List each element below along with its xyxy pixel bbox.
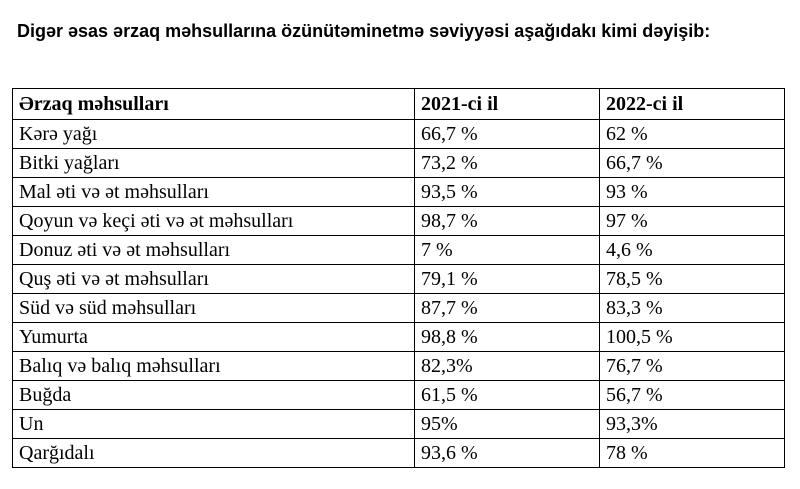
- cell-product: Quş əti və ət məhsulları: [13, 265, 415, 294]
- cell-2022-value: 56,7 %: [600, 381, 785, 410]
- table-row: [13, 439, 785, 468]
- cell-product: Qarğıdalı: [13, 439, 415, 468]
- cell-2022-value: 93 %: [600, 178, 785, 207]
- cell-product: Bitki yağları: [13, 149, 415, 178]
- cell-2021-value: 73,2 %: [415, 149, 600, 178]
- header-cell-product: Ərzaq məhsulları: [13, 89, 415, 120]
- cell-product: Kərə yağı: [13, 120, 415, 149]
- cell-product: Donuz əti və ət məhsulları: [13, 236, 415, 265]
- table-row: [13, 120, 785, 149]
- cell-2022-value: 78 %: [600, 439, 785, 468]
- cell-2021-value: 7 %: [415, 236, 600, 265]
- cell-2021-value: 82,3%: [415, 352, 600, 381]
- document-heading: Digər əsas ərzaq məhsullarına özünütəminetmə səviyyəsi aşağıdakı kimi dəyişib:: [17, 21, 711, 41]
- cell-product: Un: [13, 410, 415, 439]
- table-row: [13, 149, 785, 178]
- cell-product: Qoyun və keçi əti və ət məhsulları: [13, 207, 415, 236]
- table-row: [13, 381, 785, 410]
- cell-2021-value: 79,1 %: [415, 265, 600, 294]
- cell-2021-value: 93,6 %: [415, 439, 600, 468]
- cell-2022-value: 62 %: [600, 120, 785, 149]
- table-row: [13, 410, 785, 439]
- cell-2021-value: 98,8 %: [415, 323, 600, 352]
- table-row: [13, 236, 785, 265]
- cell-product: Buğda: [13, 381, 415, 410]
- table-row: [13, 352, 785, 381]
- cell-2022-value: 97 %: [600, 207, 785, 236]
- cell-product: Süd və süd məhsulları: [13, 294, 415, 323]
- cell-2021-value: 95%: [415, 410, 600, 439]
- cell-2021-value: 87,7 %: [415, 294, 600, 323]
- cell-2022-value: 78,5 %: [600, 265, 785, 294]
- cell-2022-value: 4,6 %: [600, 236, 785, 265]
- cell-2022-value: 66,7 %: [600, 149, 785, 178]
- table-row: [13, 178, 785, 207]
- cell-2022-value: 93,3%: [600, 410, 785, 439]
- table-row: [13, 323, 785, 352]
- food-self-sufficiency-table: [12, 88, 785, 468]
- table-header-row: [13, 89, 785, 120]
- cell-2022-value: 100,5 %: [600, 323, 785, 352]
- cell-product: Mal əti və ət məhsulları: [13, 178, 415, 207]
- table-row: [13, 265, 785, 294]
- table-row: [13, 207, 785, 236]
- cell-product: Balıq və balıq məhsulları: [13, 352, 415, 381]
- table-row: [13, 294, 785, 323]
- cell-2021-value: 98,7 %: [415, 207, 600, 236]
- cell-2021-value: 93,5 %: [415, 178, 600, 207]
- cell-2021-value: 66,7 %: [415, 120, 600, 149]
- cell-2022-value: 83,3 %: [600, 294, 785, 323]
- header-cell-2022: 2022-ci il: [600, 89, 785, 120]
- cell-product: Yumurta: [13, 323, 415, 352]
- cell-2021-value: 61,5 %: [415, 381, 600, 410]
- cell-2022-value: 76,7 %: [600, 352, 785, 381]
- header-cell-2021: 2021-ci il: [415, 89, 600, 120]
